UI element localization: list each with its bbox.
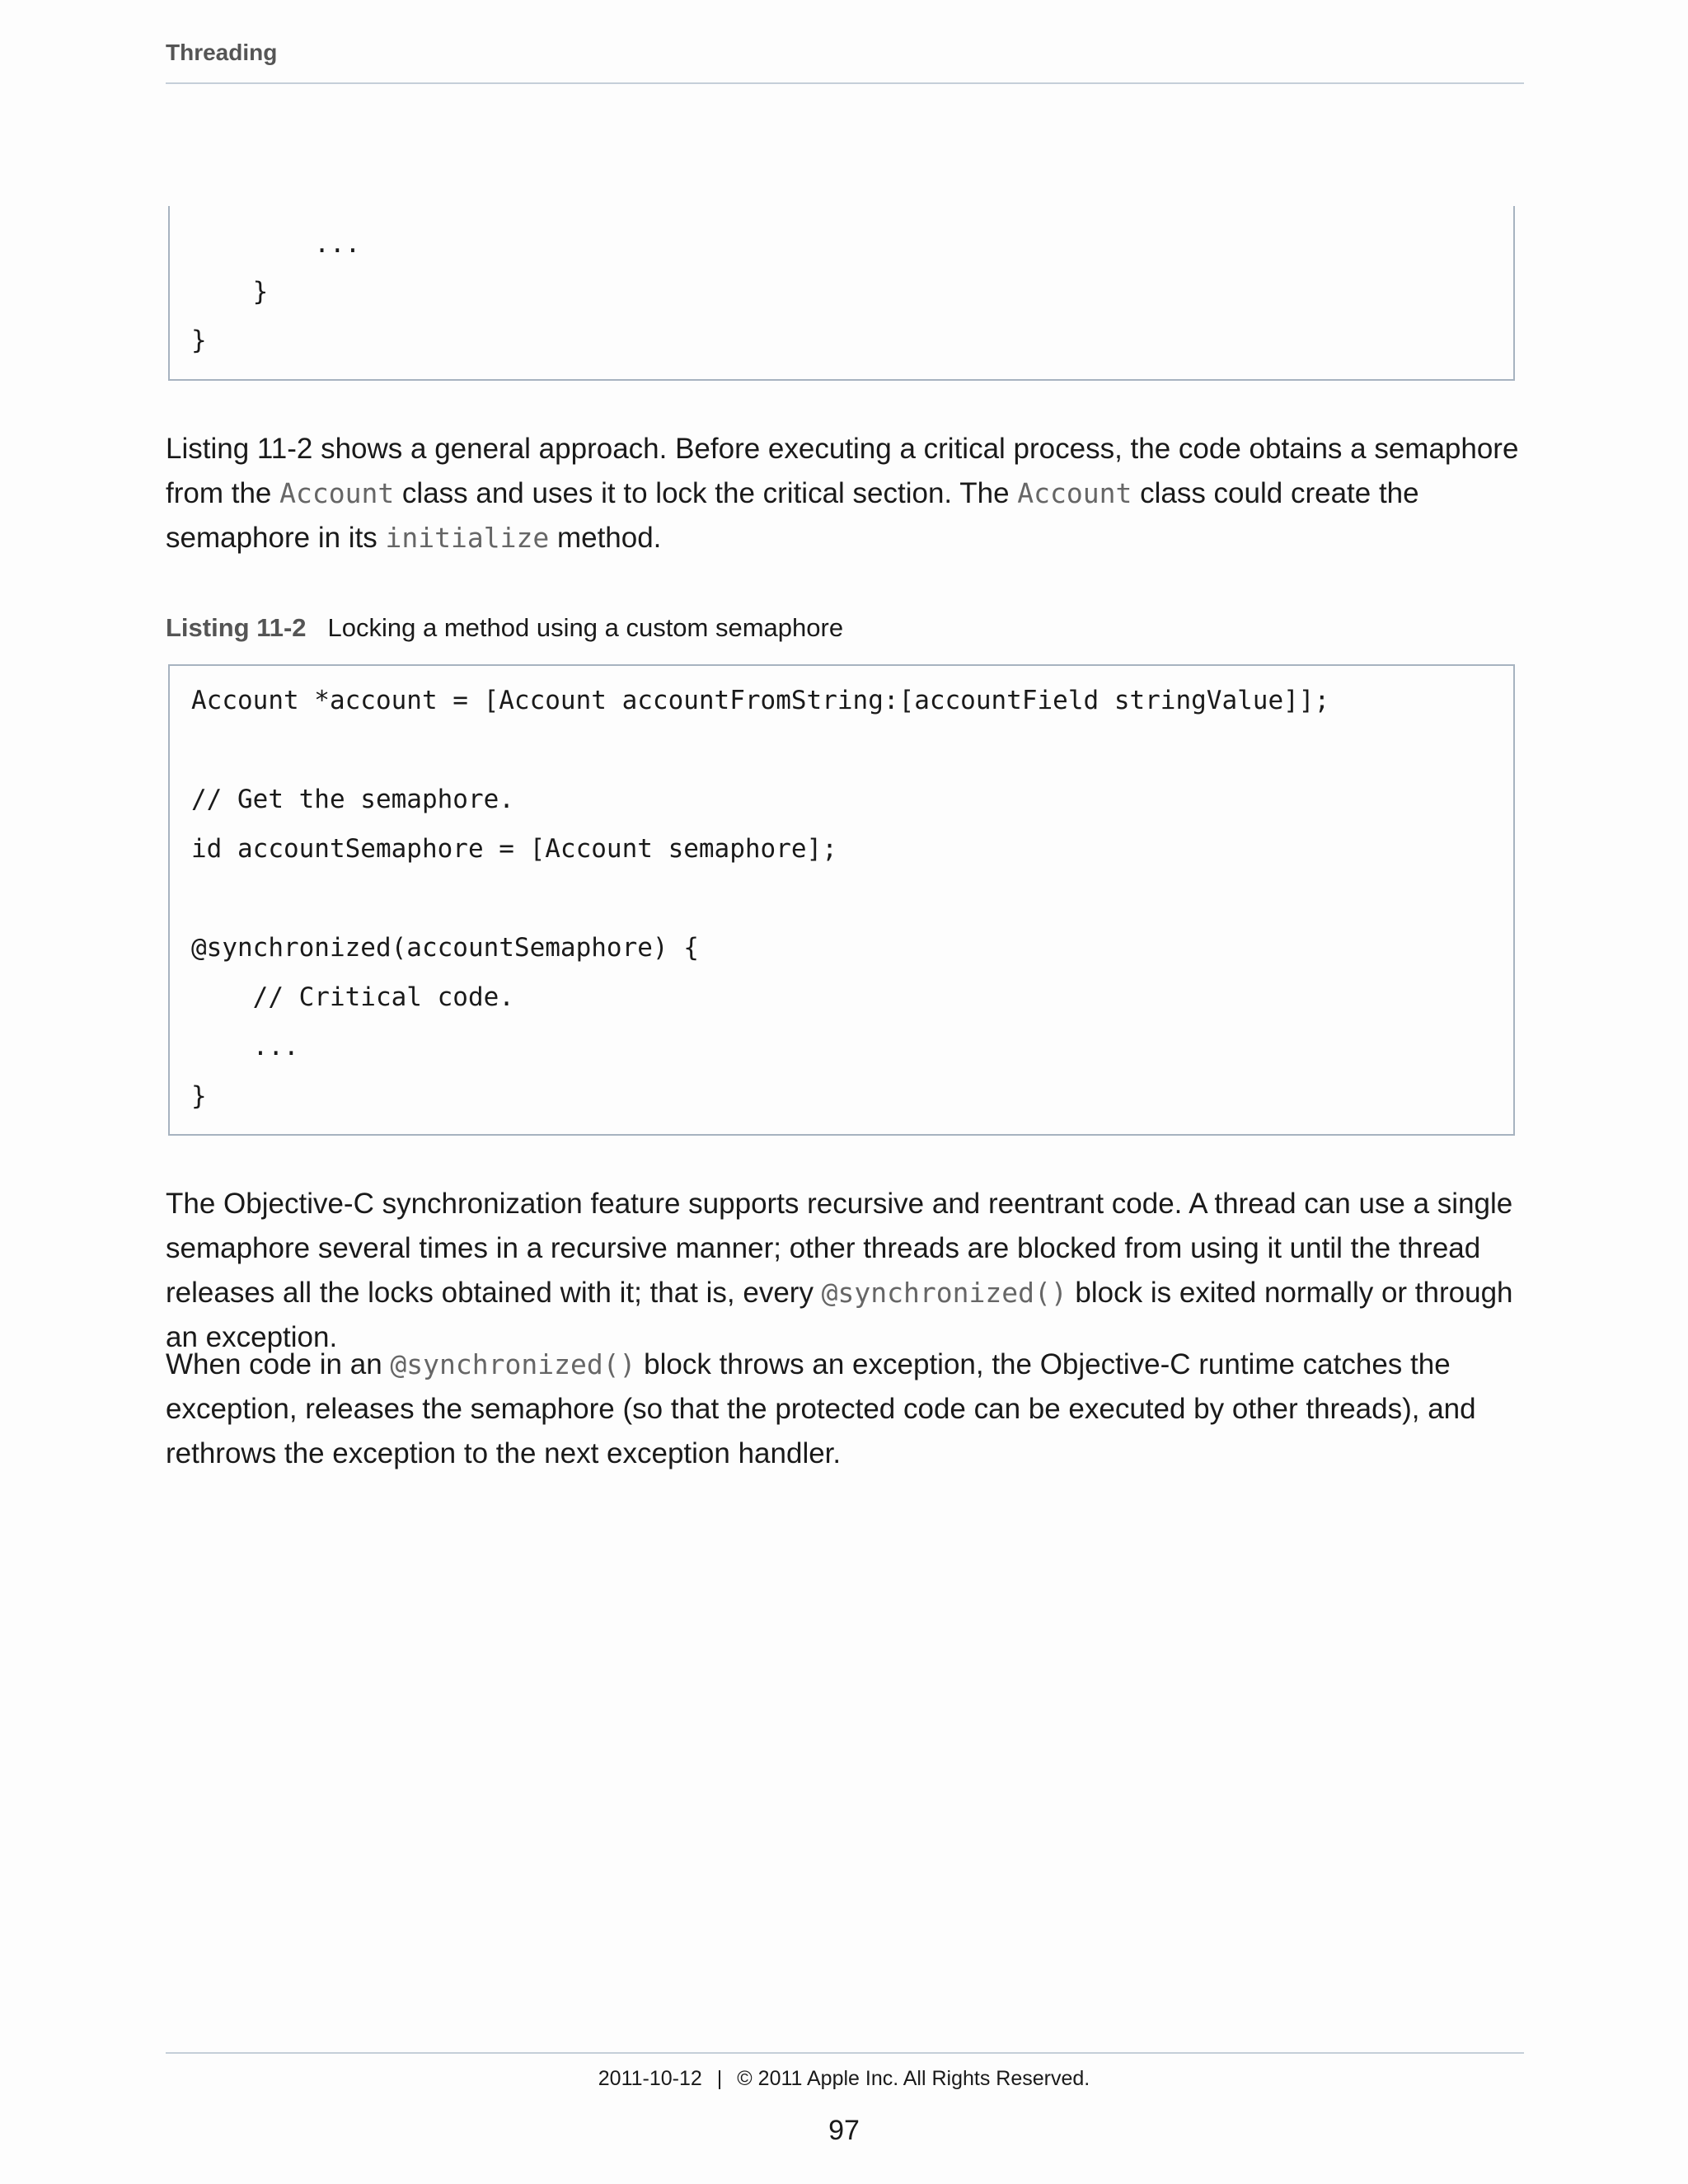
- paragraph-text: The Objective-C synchronization feature supports recursive and reentrant code. A thread can use a single semaphore several times in a recursive manner; other threads are blocked from using it until the thread releases all the locks obtained with it; that is, every: [166, 1188, 1513, 1309]
- page-number: 97: [828, 2115, 860, 2146]
- header-title: Threading: [166, 40, 278, 65]
- code-line: ...: [191, 229, 361, 259]
- inline-code: Account: [279, 477, 395, 509]
- paragraph-exceptions: [166, 1343, 1526, 1476]
- page-footer: [0, 2067, 1688, 2091]
- inline-code: @synchronized(): [390, 1348, 636, 1380]
- footer-divider: [166, 2052, 1524, 2054]
- code-line: id accountSemaphore = [Account semaphore];: [191, 834, 837, 864]
- inline-code: initialize: [385, 522, 550, 554]
- paragraph-text: Listing 11-2 shows a general approach. Before executing a critical process, the code obtains a semaphore from the: [166, 433, 1519, 509]
- paragraph-intro: [166, 427, 1526, 560]
- code-line: @synchronized(accountSemaphore) {: [191, 933, 699, 963]
- code-listing: [168, 664, 1515, 1136]
- code-line: // Critical code.: [191, 982, 514, 1012]
- paragraph-text: class and uses it to lock the critical section. The: [394, 477, 1018, 509]
- code-line: ...: [191, 1032, 299, 1062]
- page-header: [166, 36, 1524, 84]
- footer-date: 2011-10-12: [598, 2067, 702, 2090]
- footer-copyright: © 2011 Apple Inc. All Rights Reserved.: [737, 2067, 1090, 2090]
- paragraph-text: When code in an: [166, 1348, 391, 1380]
- code-line: Account *account = [Account accountFromString:[accountField stringValue]];: [191, 686, 1330, 715]
- code-listing-continued: [168, 206, 1515, 381]
- listing-caption: [166, 613, 843, 643]
- code-line: // Get the semaphore.: [191, 785, 514, 814]
- code-line: }: [191, 277, 269, 307]
- code-line: }: [191, 326, 207, 355]
- inline-code: @synchronized(): [821, 1277, 1067, 1309]
- paragraph-text: method.: [549, 522, 662, 554]
- paragraph-text: block is exited normally or through an exception.: [166, 1277, 1513, 1353]
- listing-label: Listing 11-2: [166, 613, 307, 642]
- paragraph-recursion: [166, 1182, 1526, 1360]
- listing-title: Locking a method using a custom semaphore: [327, 613, 844, 642]
- paragraph-text: class could create the semaphore in its: [166, 477, 1419, 554]
- footer-separator: |: [716, 2067, 723, 2090]
- inline-code: Account: [1017, 477, 1132, 509]
- code-line: }: [191, 1081, 207, 1111]
- paragraph-text: block throws an exception, the Objective-C runtime catches the exception, releases the semaphore (so that the protected code can be executed by other threads), and rethrows the exception to the next exception handler.: [166, 1348, 1476, 1469]
